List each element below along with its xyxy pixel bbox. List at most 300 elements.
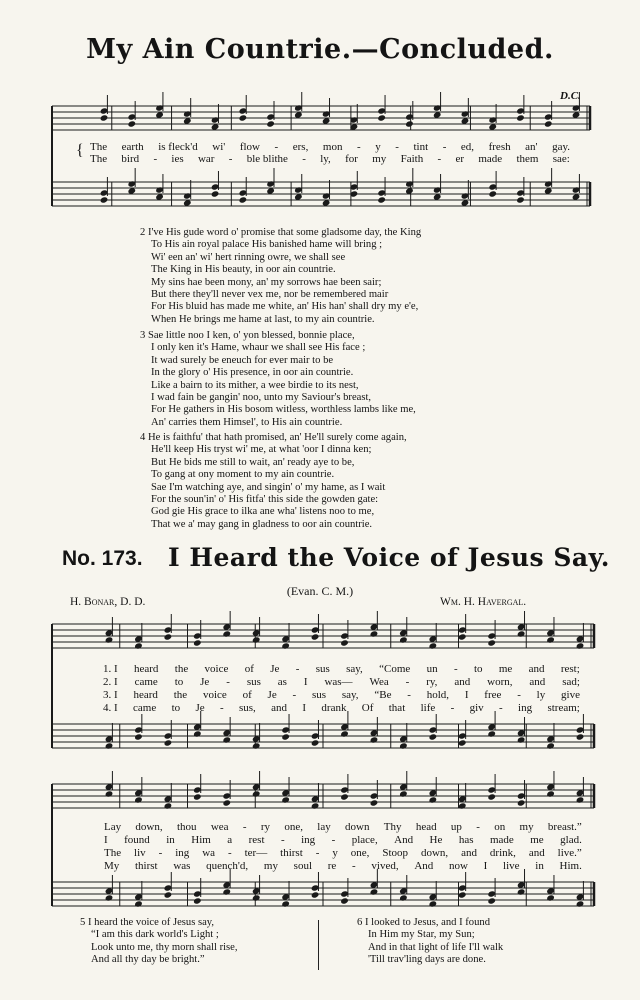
lyric-syllable: Him [191, 834, 211, 846]
lyric-syllable: - [437, 153, 442, 165]
lyric-syllable: - [219, 702, 224, 714]
lyric-syllable: quench'd, [206, 860, 249, 872]
chorus-lyric-line-1 [90, 141, 570, 153]
verse-2 [140, 227, 421, 326]
lyric-syllable: that [388, 702, 406, 714]
note-head [281, 642, 290, 649]
note-head [546, 636, 555, 643]
lyric-syllable: stream; [547, 702, 580, 714]
lyric-syllable: live.” [557, 847, 582, 859]
lyric-syllable: heard [134, 663, 159, 675]
verse-line: Sae little noo I ken, o' yon blessed, bonnie place, [147, 330, 355, 341]
lyric-syllable: tint [413, 141, 429, 153]
note-head [377, 196, 386, 203]
lyric-syllable: life [420, 702, 436, 714]
note-head [544, 120, 553, 127]
note-head [134, 796, 143, 803]
lyric-syllable: worn, [487, 676, 513, 688]
lyric-syllable: head [415, 821, 437, 833]
lyric-syllable: - [228, 153, 233, 165]
note-head [370, 888, 379, 895]
note-head [311, 633, 320, 640]
lyric-syllable: y [375, 141, 381, 153]
note-head [399, 790, 408, 797]
note-head [105, 790, 114, 797]
lyric-syllable: 1. I [103, 663, 118, 675]
note-head [100, 196, 109, 203]
lyric-syllable: live [503, 860, 520, 872]
lyric-syllable: ble blithe [246, 153, 288, 165]
verse-2-lyric [103, 676, 580, 688]
lyric-syllable: - [352, 860, 356, 872]
lyric-syllable: Je [195, 702, 205, 714]
note-head [458, 891, 467, 898]
verse-line: He is faithfu' that hath promised, an' He'll surely come again, [147, 432, 407, 443]
lyric-syllable: ly, [320, 153, 331, 165]
lyric-syllable: them [516, 153, 539, 165]
lyric-syllable: made [478, 153, 503, 165]
lyric-syllable: to [171, 702, 181, 714]
hymn-number: No. 173. [62, 547, 143, 570]
lyric-syllable: gay. [552, 141, 570, 153]
note-head [340, 639, 349, 646]
lyric-syllable: bird [121, 153, 140, 165]
lyric-syllable: ry, [426, 676, 438, 688]
note-head [429, 796, 438, 803]
note-head [546, 742, 555, 749]
verse-2-refrain-lyric [104, 834, 582, 846]
verse-line: In the glory o' His presence, in oor ain countrie. [151, 367, 354, 379]
lyric-syllable: and [528, 663, 545, 675]
note-head [164, 891, 173, 898]
note-head [487, 639, 496, 646]
note-head [576, 796, 585, 803]
lyric-syllable: Faith [400, 153, 424, 165]
note-head [429, 642, 438, 649]
verse-1-refrain-lyric [104, 821, 582, 833]
note-head [127, 120, 136, 127]
note-head [487, 897, 496, 904]
note-head [252, 894, 261, 901]
lyric-syllable: - [395, 141, 399, 153]
lyric-syllable: The [90, 153, 108, 165]
verse-3-refrain-lyric [104, 847, 582, 859]
verse-6 [357, 917, 503, 967]
author: H. Bonar, D. D. [70, 596, 146, 608]
lyric-syllable: “Be [374, 689, 392, 701]
lyric-syllable: Je [267, 689, 277, 701]
lyric-syllable: I [464, 689, 469, 701]
note-head [193, 730, 202, 737]
lyric-syllable: Him. [559, 860, 582, 872]
verse-number: 4 [140, 432, 146, 443]
verse-line: And all thy day be bright.” [91, 954, 205, 966]
lyric-syllable: wi' [212, 141, 226, 153]
verse-line: But He bids me still to wait, an' ready aye to be, [151, 456, 355, 468]
note-head [311, 891, 320, 898]
lyric-syllable: ly [536, 689, 546, 701]
lyric-syllable: Wea [369, 676, 389, 688]
verse-3-lyric [103, 689, 580, 701]
lyric-syllable: And [414, 860, 434, 872]
verse-line: To His ain royal palace His banished hame will bring ; [151, 239, 383, 251]
note-head [488, 190, 497, 197]
lyric-syllable: found [124, 834, 150, 846]
lyric-syllable: my [263, 860, 278, 872]
lyric-syllable: sus, [239, 702, 256, 714]
lyric-syllable: - [295, 663, 300, 675]
lyric-syllable: I [303, 676, 308, 688]
lyric-syllable: my [519, 821, 534, 833]
note-head [193, 897, 202, 904]
lyric-syllable: ies [171, 153, 184, 165]
verse-number: 2 [140, 227, 146, 238]
lyric-syllable: down [345, 821, 370, 833]
lyric-syllable: down, [135, 821, 163, 833]
lyric-syllable: and [528, 847, 545, 859]
note-head [100, 114, 109, 121]
verse-4 [140, 432, 407, 531]
lyric-syllable: say, [346, 663, 363, 675]
lyric-syllable: has [458, 834, 474, 846]
note-head [340, 897, 349, 904]
note-head [222, 630, 231, 637]
lyric-syllable: - [302, 153, 306, 165]
lyric-syllable: hold, [426, 689, 450, 701]
note-head [517, 799, 526, 806]
composer: Wm. H. Havergal. [440, 596, 527, 608]
note-head [134, 900, 143, 907]
lyric-syllable: now [448, 860, 468, 872]
lyric-syllable: Thy [383, 821, 402, 833]
verse-line: I heard the voice of Jesus say, [87, 917, 215, 928]
lyric-syllable: down, [420, 847, 449, 859]
note-head [311, 802, 320, 809]
lyric-syllable: was— [324, 676, 353, 688]
verse-line: For the soun'in' o' His fitfa' this side the gowden gate: [151, 494, 379, 506]
verse-line: Wi' een an' wi' hert rinning owre, we shall see [151, 251, 346, 263]
lyric-syllable: ers, [292, 141, 309, 153]
lyric-syllable: - [242, 821, 247, 833]
lyric-syllable: thou [176, 821, 197, 833]
lyric-syllable: er [455, 153, 465, 165]
lyric-syllable: y [332, 847, 338, 859]
verse-line: For His bluid has made me white, an' His han' shall dry my e'e, [151, 301, 419, 313]
note-head [134, 733, 143, 740]
lyric-syllable: - [315, 847, 320, 859]
lyric-syllable: me [498, 663, 513, 675]
lyric-syllable: and [529, 676, 546, 688]
note-head [377, 114, 386, 121]
note-head [193, 639, 202, 646]
lyric-syllable: - [450, 702, 455, 714]
lyric-syllable: came [133, 702, 157, 714]
chorus-lyric-line-2 [90, 153, 570, 165]
lyric-syllable: - [292, 689, 297, 701]
note-head [576, 733, 585, 740]
lyric-syllable: came [134, 676, 158, 688]
verse-line: To gang at ony moment to my ain countrie. [151, 469, 335, 481]
note-head [134, 642, 143, 649]
note-head [458, 633, 467, 640]
lyric-syllable: re [327, 860, 337, 872]
verse-line: I only ken it's Hame, whaur we shall see His face ; [151, 342, 366, 354]
lyric-syllable: giv [469, 702, 484, 714]
verse-1-lyric [103, 663, 580, 675]
lyric-syllable: was [173, 860, 191, 872]
lyric-syllable: on [494, 821, 506, 833]
verse-line: It wad surely be eneuch for ever mair to be [151, 354, 334, 366]
note-head [105, 636, 114, 643]
lyric-syllable: - [442, 141, 447, 153]
lyric-syllable: My [104, 860, 120, 872]
lyric-syllable: ing [518, 702, 533, 714]
dc-mark: D.C. [560, 90, 581, 102]
lyric-syllable: I [104, 834, 108, 846]
note-head [222, 736, 231, 743]
lyric-syllable: lay [317, 821, 331, 833]
lyric-syllable: and [461, 847, 477, 859]
note-head [517, 736, 526, 743]
note-head [222, 888, 231, 895]
note-head [340, 730, 349, 737]
lyric-syllable: of [242, 689, 252, 701]
lyric-syllable: drink, [489, 847, 516, 859]
page-title: My Ain Countrie.—Concluded. [86, 34, 554, 65]
lyric-syllable: - [158, 847, 163, 859]
lyric-syllable: ter— [244, 847, 268, 859]
lyric-syllable: the [173, 689, 188, 701]
lyric-syllable: - [227, 847, 232, 859]
verse-number: 3 [140, 330, 146, 341]
lyric-syllable: made [489, 834, 514, 846]
lyric-syllable: free [484, 689, 502, 701]
lyric-syllable: - [357, 141, 361, 153]
lyric-syllable: breast.” [547, 821, 582, 833]
verse-number: 6 [357, 917, 363, 928]
note-head [252, 742, 261, 749]
lyric-syllable: ry [260, 821, 270, 833]
note-head [281, 900, 290, 907]
lyric-syllable: me [530, 834, 544, 846]
lyric-syllable: thirst [280, 847, 303, 859]
column-divider [318, 920, 319, 970]
verse-3 [140, 330, 416, 429]
lyric-syllable: fresh [488, 141, 511, 153]
lyric-syllable: wa [202, 847, 216, 859]
lyric-syllable: as [277, 676, 287, 688]
lyric-syllable: ed, [460, 141, 475, 153]
verse-number: 5 [80, 917, 86, 928]
verse-line: When He brings me hame at last, to my ain countrie. [151, 313, 375, 325]
lyric-syllable: “Come [379, 663, 411, 675]
note-head [517, 630, 526, 637]
lyric-syllable: 2. I [103, 676, 118, 688]
lyric-syllable: in [166, 834, 175, 846]
lyric-syllable: flow [239, 141, 260, 153]
note-head [487, 793, 496, 800]
lyric-syllable: ing [175, 847, 190, 859]
lyric-syllable: - [153, 153, 158, 165]
lyric-syllable: - [405, 676, 410, 688]
lyric-syllable: un [426, 663, 438, 675]
note-head [546, 894, 555, 901]
note-head [266, 120, 275, 127]
lyric-syllable: I [483, 860, 488, 872]
lyric-syllable: ing [301, 834, 316, 846]
verse-line: Look unto me, thy morn shall rise, [91, 941, 238, 953]
note-head [164, 633, 173, 640]
note-head [487, 730, 496, 737]
verse-line: I looked to Jesus, and I found [364, 917, 490, 928]
lyric-syllable: sae: [552, 153, 570, 165]
lyric-syllable: my [372, 153, 387, 165]
lyric-syllable: - [517, 689, 521, 701]
lyric-syllable: sus [311, 689, 327, 701]
note-head [516, 196, 525, 203]
note-head [222, 799, 231, 806]
note-head [458, 739, 467, 746]
lyric-syllable: thirst [135, 860, 158, 872]
lyric-syllable: The [90, 141, 108, 153]
lyric-syllable: He [429, 834, 443, 846]
lyric-syllable: heard [133, 689, 158, 701]
note-head [105, 894, 114, 901]
lyric-syllable: and [271, 702, 288, 714]
lyric-syllable: earth [121, 141, 144, 153]
lyric-syllable: in [535, 860, 544, 872]
verse-line: He'll keep His tryst wi' me, at what 'oor I dinna ken; [151, 444, 372, 456]
lyric-syllable: to [473, 663, 483, 675]
note-head [164, 739, 173, 746]
lyric-syllable: - [453, 663, 458, 675]
lyric-syllable: I [302, 702, 307, 714]
verse-line: In Him my Star, my Sun; [368, 929, 475, 941]
verse-line: An' carries them Himsel', to His ain countrie. [151, 416, 343, 428]
note-head [516, 114, 525, 121]
brace-mark: { [76, 142, 84, 159]
verse-4-refrain-lyric [104, 860, 582, 872]
lyric-syllable: soul [293, 860, 313, 872]
note-head [281, 733, 290, 740]
note-head [517, 888, 526, 895]
lyric-syllable: the [174, 663, 189, 675]
lyric-syllable: - [407, 689, 411, 701]
lyric-syllable: and [454, 676, 471, 688]
note-head [281, 796, 290, 803]
lyric-syllable: Lay [104, 821, 122, 833]
note-head [239, 196, 248, 203]
verse-line: Sae I'm watching aye, and singin' o' my hame, as I wait [151, 481, 386, 493]
lyric-syllable: mon [322, 141, 343, 153]
note-head [546, 790, 555, 797]
lyric-syllable: - [226, 676, 230, 688]
note-head [311, 739, 320, 746]
note-head [252, 790, 261, 797]
lyric-syllable: a [227, 834, 233, 846]
lyric-syllable: - [476, 821, 480, 833]
verse-line: The King in His beauty, in oor ain countrie. [151, 264, 336, 276]
lyric-syllable: - [280, 834, 285, 846]
lyric-syllable: for [345, 153, 358, 165]
note-head [370, 799, 379, 806]
lyric-syllable: say, [341, 689, 359, 701]
lyric-syllable: Of [361, 702, 374, 714]
verse-line: That we a' may gang in gladness to oor ain countrie. [151, 518, 373, 530]
lyric-syllable: drank [321, 702, 347, 714]
lyric-syllable: place, [351, 834, 378, 846]
verse-line: Like a bairn to its mither, a wee birdie to its nest, [151, 379, 359, 391]
lyric-syllable: an' [525, 141, 538, 153]
lyric-syllable: glad. [560, 834, 582, 846]
lyric-syllable: Je [270, 663, 280, 675]
note-head [399, 742, 408, 749]
lyric-syllable: The [104, 847, 122, 859]
note-head [340, 793, 349, 800]
lyric-syllable: of [244, 663, 254, 675]
note-head [252, 636, 261, 643]
verse-line: I wad fain be gangin' noo, unto my Saviour's breast, [151, 392, 372, 404]
lyric-syllable: 3. I [103, 689, 118, 701]
lyric-syllable: - [274, 141, 279, 153]
hymn-title: I Heard the Voice of Jesus Say. [168, 543, 610, 572]
note-head [239, 114, 248, 121]
lyric-syllable: sad; [562, 676, 580, 688]
lyric-syllable: voice [204, 663, 229, 675]
lyric-syllable: one, [350, 847, 370, 859]
verse-line: But there they'll never vex me, nor be remembered mair [151, 289, 389, 301]
note-head [405, 120, 414, 127]
verse-line: God gie His grace to ilka ane wha' listens noo to me, [151, 506, 375, 518]
lyric-syllable: war [197, 153, 215, 165]
note-head [576, 642, 585, 649]
note-head [193, 793, 202, 800]
verse-line: “I am this dark world's Light ; [91, 929, 219, 941]
note-head [576, 900, 585, 907]
note-head [399, 636, 408, 643]
lyric-syllable: - [331, 834, 336, 846]
note-head [399, 894, 408, 901]
note-head [370, 736, 379, 743]
note-head [458, 802, 467, 809]
note-head [429, 733, 438, 740]
verse-line: For He gathers in His bosom witless, worthless lambs like me, [151, 404, 416, 416]
lyric-syllable: sus [246, 676, 261, 688]
verse-5 [80, 917, 238, 967]
lyric-syllable: sus [315, 663, 330, 675]
lyric-syllable: 4. I [103, 702, 118, 714]
verse-line: 'Till trav'ling days are done. [368, 954, 486, 966]
lyric-syllable: wea [210, 821, 229, 833]
verse-4-lyric [103, 702, 580, 714]
lyric-syllable: is fleck'd [158, 141, 198, 153]
lyric-syllable: rest [248, 834, 265, 846]
lyric-syllable: And [394, 834, 414, 846]
note-head [211, 190, 220, 197]
note-head [105, 742, 114, 749]
lyric-syllable: Stoop [382, 847, 409, 859]
lyric-syllable: up [450, 821, 462, 833]
note-head [370, 630, 379, 637]
note-head [164, 802, 173, 809]
lyric-syllable: voice [202, 689, 227, 701]
lyric-syllable: one, [284, 821, 303, 833]
verse-line: I've His gude word o' promise that some gladsome day, the King [147, 227, 422, 238]
lyric-syllable: give [561, 689, 580, 701]
note-head [429, 900, 438, 907]
lyric-syllable: Je [200, 676, 210, 688]
lyric-syllable: to [174, 676, 184, 688]
